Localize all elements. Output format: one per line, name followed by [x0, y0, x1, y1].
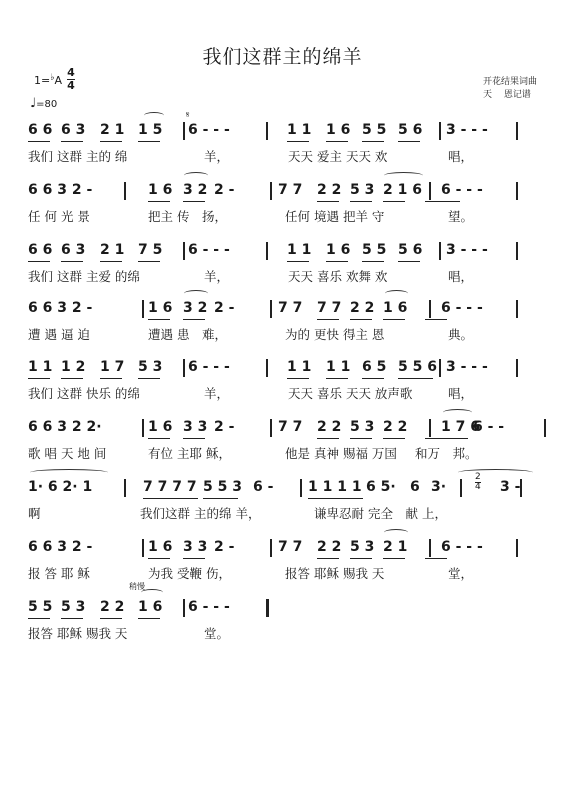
- eighth-underline: [148, 558, 170, 559]
- slur-arc: [443, 409, 472, 416]
- lyric-phrase: 歌 唱 天 地 间: [28, 446, 107, 461]
- eighth-underline: [350, 201, 372, 202]
- note-group: 6 - - -: [188, 359, 230, 375]
- note-group: 5 3: [138, 359, 163, 375]
- eighth-underline: [362, 378, 384, 379]
- barline: [300, 479, 302, 497]
- eighth-underline: [28, 141, 50, 142]
- eighth-underline: [138, 618, 160, 619]
- score-system: [28, 357, 548, 417]
- barline: [142, 539, 144, 557]
- lyric-phrase: 典。: [448, 327, 474, 342]
- key-signature: [34, 73, 62, 87]
- barline: [270, 419, 272, 437]
- slur-arc: [384, 172, 423, 179]
- note-group: 2 1: [100, 122, 125, 138]
- barline: [142, 419, 144, 437]
- barline: [270, 182, 272, 200]
- lyrics-row: [28, 625, 548, 643]
- key-label: 1=: [34, 74, 51, 87]
- note-group: 3 2: [183, 182, 208, 198]
- barline: [544, 419, 546, 437]
- time-change-digit: 4: [475, 482, 481, 492]
- lyric-phrase: 我们 这群 主的 绵: [28, 149, 128, 164]
- lyric-phrase: 任何 境遇 把羊 守: [285, 209, 385, 224]
- note-group: 3 - - -: [446, 122, 488, 138]
- note-group: 6: [410, 479, 420, 495]
- notes-row: [28, 180, 548, 204]
- note-group: 1 6: [138, 599, 163, 615]
- eighth-underline: [61, 261, 83, 262]
- note-group: 6 - - -: [188, 599, 230, 615]
- notes-row: [28, 357, 548, 381]
- eighth-underline: [138, 378, 160, 379]
- eighth-underline: [350, 558, 372, 559]
- barline: [429, 182, 431, 200]
- note-group: 5 6: [398, 242, 423, 258]
- lyric-phrase: 羊，: [204, 269, 230, 284]
- eighth-underline: [350, 319, 372, 320]
- barline: [124, 182, 126, 200]
- note-group: 1 6: [148, 182, 173, 198]
- barline: [142, 300, 144, 318]
- eighth-underline: [425, 319, 447, 320]
- score-system: [28, 582, 548, 657]
- barline: [429, 539, 431, 557]
- eighth-underline: [287, 378, 309, 379]
- note-group: 2 1: [100, 242, 125, 258]
- meter-top: 4: [67, 66, 75, 79]
- note-group: 3 - - -: [446, 359, 488, 375]
- eighth-underline: [28, 378, 50, 379]
- slur-arc: [184, 290, 208, 297]
- note-group: 2 -: [214, 300, 235, 316]
- eighth-underline: [326, 261, 348, 262]
- slur-arc: [144, 112, 164, 119]
- note-group: 6 - - -: [441, 539, 483, 555]
- eighth-underline: [287, 141, 309, 142]
- lyric-phrase: 把主 传 扬，: [148, 209, 227, 224]
- note-group: 3 3: [183, 539, 208, 555]
- note-group: 6 6 3 2 -: [28, 300, 93, 316]
- eighth-underline: [183, 558, 205, 559]
- lyrics-row: [28, 505, 548, 523]
- time-signature: [67, 68, 75, 91]
- note-group: 7 7: [317, 300, 342, 316]
- note-group: 2 2: [317, 182, 342, 198]
- eighth-underline: [362, 141, 384, 142]
- eighth-underline: [28, 261, 50, 262]
- note-group: 5 3: [350, 539, 375, 555]
- barline: [183, 359, 185, 377]
- final-barline: [266, 599, 269, 617]
- lyric-phrase: 报答 耶稣 赐我 天: [285, 566, 385, 581]
- slur-arc: [385, 290, 408, 297]
- slur-arc: [384, 529, 408, 536]
- lyric-phrase: 天天 爱主 天天 欢: [288, 149, 388, 164]
- lyric-phrase: 遭遇 患 难，: [148, 327, 227, 342]
- note-group: 1 1 1 1: [308, 479, 362, 495]
- barline: [516, 242, 518, 260]
- barline: [460, 479, 462, 497]
- eighth-underline: [398, 141, 420, 142]
- time-change-digit: 2: [475, 472, 481, 482]
- eighth-underline: [183, 319, 205, 320]
- lyric-phrase: 唱，: [448, 149, 474, 164]
- note-group: 6 5: [362, 359, 387, 375]
- lyric-phrase: 报答 耶稣 赐我 天: [28, 626, 128, 641]
- note-group: 5 5: [362, 122, 387, 138]
- song-title: 我们这群主的绵羊: [202, 46, 363, 68]
- tempo-value: =80: [36, 99, 58, 110]
- note-group: 1 6: [383, 300, 408, 316]
- note-group: 1 6: [148, 419, 173, 435]
- lyric-phrase: 唱，: [448, 386, 474, 401]
- note-group: 6 6 3 2 -: [28, 182, 93, 198]
- notes-row: [28, 417, 548, 441]
- eighth-underline: [61, 378, 83, 379]
- eighth-underline: [143, 498, 198, 499]
- note-group: 2 2: [317, 539, 342, 555]
- eighth-underline: [138, 261, 160, 262]
- eighth-underline: [148, 201, 170, 202]
- slur-arc: [184, 172, 208, 179]
- barline: [183, 242, 185, 260]
- note-group: 2 2: [317, 419, 342, 435]
- note-group: 2 1 6: [383, 182, 422, 198]
- note-group: 7 7: [278, 182, 303, 198]
- note-group: 7 7: [278, 300, 303, 316]
- note-group: 6 - - -: [441, 182, 483, 198]
- note-group: 2 -: [214, 539, 235, 555]
- lyric-phrase: 他是 真神 赐福 万国: [285, 446, 397, 461]
- note-group: 2 1: [383, 539, 408, 555]
- note-group: 7 7 7 7: [143, 479, 197, 495]
- barline: [429, 300, 431, 318]
- time-change: [475, 473, 481, 492]
- note-group: 2 2: [350, 300, 375, 316]
- barline: [270, 539, 272, 557]
- score-system: [28, 417, 548, 477]
- note-group: 5 3: [61, 599, 86, 615]
- note-group: 1 1: [287, 122, 312, 138]
- barline: [266, 122, 268, 140]
- eighth-underline: [148, 438, 170, 439]
- slur-arc: [30, 469, 108, 476]
- barline: [520, 479, 522, 497]
- eighth-underline: [326, 141, 348, 142]
- lyrics-row: [28, 148, 548, 166]
- barline: [516, 182, 518, 200]
- eighth-underline: [148, 319, 170, 320]
- lyric-phrase: 报 答 耶 稣: [28, 566, 90, 581]
- note-group: 1 6: [148, 300, 173, 316]
- note-group: 6 -: [253, 479, 274, 495]
- barline: [270, 300, 272, 318]
- note-group: 1 6: [326, 122, 351, 138]
- barline: [516, 359, 518, 377]
- barline: [266, 242, 268, 260]
- barline: [266, 359, 268, 377]
- notes-row: [28, 582, 548, 621]
- lyrics-row: [28, 385, 548, 403]
- note-group: 5 3: [350, 419, 375, 435]
- notes-row: [28, 298, 548, 322]
- note-group: 1 1: [28, 359, 53, 375]
- lyrics-row: [28, 268, 548, 286]
- eighth-underline: [383, 319, 405, 320]
- note-group: 6 5·: [366, 479, 396, 495]
- eighth-underline: [398, 378, 433, 379]
- meter-bottom: 4: [67, 79, 75, 92]
- note-group: 6 - - -: [188, 122, 230, 138]
- note-group: 3 3: [183, 419, 208, 435]
- note-group: 5 5: [28, 599, 53, 615]
- eighth-underline: [317, 438, 339, 439]
- lyric-phrase: 为我 受鞭 伤，: [148, 566, 231, 581]
- lyrics-row: [28, 445, 548, 463]
- eighth-underline: [61, 141, 83, 142]
- lyric-phrase: 有位 主耶 稣，: [148, 446, 231, 461]
- barline: [439, 359, 441, 377]
- eighth-underline: [138, 141, 160, 142]
- barline: [183, 122, 185, 140]
- barline: [429, 419, 431, 437]
- lyric-phrase: 遭 遇 逼 迫: [28, 327, 90, 342]
- note-group: 5 5 6: [398, 359, 437, 375]
- eighth-underline: [326, 378, 348, 379]
- lyric-phrase: 我们 这群 主爱 的绵: [28, 269, 140, 284]
- notes-row: [28, 537, 548, 561]
- barline: [439, 122, 441, 140]
- eighth-underline: [287, 261, 309, 262]
- lyric-phrase: 我们这群 主的绵 羊，: [140, 506, 261, 521]
- lyric-phrase: 啊: [28, 506, 41, 521]
- eighth-underline: [308, 498, 363, 499]
- note-group: 6 6 3 2 2·: [28, 419, 102, 435]
- note-group: 2 2: [100, 599, 125, 615]
- eighth-underline: [100, 378, 122, 379]
- note-group: 1 6: [148, 539, 173, 555]
- score-system: [28, 180, 548, 240]
- eighth-underline: [61, 618, 83, 619]
- note-group: 1 1: [287, 359, 312, 375]
- note-group: 1 7 6: [441, 419, 480, 435]
- segno-icon: 𝄋: [186, 110, 190, 119]
- eighth-underline: [100, 618, 122, 619]
- lyric-phrase: 堂，: [448, 566, 474, 581]
- credits: [483, 76, 537, 102]
- note-group: 1 5: [138, 122, 163, 138]
- lyric-phrase: 唱，: [448, 269, 474, 284]
- note-group: 5 5 3: [203, 479, 242, 495]
- note-group: 1 1: [287, 242, 312, 258]
- note-group: 3 2: [183, 300, 208, 316]
- eighth-underline: [398, 261, 420, 262]
- slur-arc: [458, 469, 533, 476]
- eighth-underline: [441, 438, 468, 439]
- note-group: 6 6: [28, 242, 53, 258]
- quarter-note-icon: ♩: [30, 96, 37, 111]
- note-group: 2 2: [383, 419, 408, 435]
- score-system: [28, 298, 548, 358]
- eighth-underline: [183, 201, 205, 202]
- eighth-underline: [425, 558, 447, 559]
- eighth-underline: [362, 261, 384, 262]
- note-group: 2 -: [214, 419, 235, 435]
- note-group: 6 3: [61, 242, 86, 258]
- eighth-underline: [317, 319, 339, 320]
- eighth-underline: [203, 498, 238, 499]
- lyric-phrase: 堂。: [204, 626, 230, 641]
- lyric-phrase: 羊，: [204, 386, 230, 401]
- note-group: 6 - - -: [188, 242, 230, 258]
- eighth-underline: [383, 558, 405, 559]
- credit-lyrics: 开花结果词曲: [483, 77, 538, 87]
- tempo-marking: [30, 96, 57, 111]
- lyric-phrase: 望。: [448, 209, 474, 224]
- lyric-phrase: 我们 这群 快乐 的绵: [28, 386, 140, 401]
- note-group: 7 7: [278, 539, 303, 555]
- eighth-underline: [383, 438, 405, 439]
- note-group: 5 6: [398, 122, 423, 138]
- lyric-phrase: 和万 邦。: [415, 446, 478, 461]
- note-group: 2 -: [214, 182, 235, 198]
- eighth-underline: [100, 261, 122, 262]
- note-group: 6 6 3 2 -: [28, 539, 93, 555]
- note-group: 6 - - -: [441, 300, 483, 316]
- note-group: 7 5: [138, 242, 163, 258]
- barline: [516, 122, 518, 140]
- note-group: 6 6: [28, 122, 53, 138]
- tempo-annotation: 稍慢: [129, 582, 145, 591]
- eighth-underline: [317, 558, 339, 559]
- eighth-underline: [350, 438, 372, 439]
- lyric-phrase: 天天 喜乐 天天 放声歌: [288, 386, 413, 401]
- credit-score: 天 恩记谱: [483, 90, 531, 100]
- score-system: [28, 110, 548, 180]
- notes-row: [28, 240, 548, 264]
- barline: [439, 242, 441, 260]
- note-group: 1 2: [61, 359, 86, 375]
- score-system: [28, 537, 548, 597]
- note-group: 1· 6 2· 1: [28, 479, 93, 495]
- barline: [516, 300, 518, 318]
- note-group: 3 -: [500, 479, 521, 495]
- note-group: 1 6: [326, 242, 351, 258]
- score-system: [28, 240, 548, 300]
- note-group: 1 7: [100, 359, 125, 375]
- note-group: 3·: [431, 479, 447, 495]
- key-note: A: [54, 74, 62, 87]
- flat-sign: ♭: [50, 73, 55, 83]
- lyrics-row: [28, 208, 548, 226]
- lyric-phrase: 天天 喜乐 欢舞 欢: [288, 269, 388, 284]
- note-group: 1 1: [326, 359, 351, 375]
- lyric-phrase: 谦卑忍耐 完全 献 上，: [314, 506, 447, 521]
- eighth-underline: [317, 201, 339, 202]
- lyric-phrase: 任 何 光 景: [28, 209, 90, 224]
- notes-row: [28, 472, 548, 501]
- eighth-underline: [28, 618, 50, 619]
- eighth-underline: [383, 201, 405, 202]
- note-group: 6 3: [61, 122, 86, 138]
- note-group: 7 7: [278, 419, 303, 435]
- barline: [183, 599, 185, 617]
- note-group: 6 - -: [473, 419, 505, 435]
- eighth-underline: [100, 141, 122, 142]
- lyric-phrase: 羊，: [204, 149, 230, 164]
- lyrics-row: [28, 565, 548, 583]
- lyric-phrase: 为的 更快 得主 恩: [285, 327, 385, 342]
- note-group: 3 - - -: [446, 242, 488, 258]
- eighth-underline: [425, 201, 460, 202]
- note-group: 5 3: [350, 182, 375, 198]
- notes-row: [28, 110, 548, 144]
- eighth-underline: [183, 438, 205, 439]
- lyrics-row: [28, 326, 548, 344]
- note-group: 5 5: [362, 242, 387, 258]
- score-system: [28, 472, 548, 537]
- barline: [516, 539, 518, 557]
- barline: [124, 479, 126, 497]
